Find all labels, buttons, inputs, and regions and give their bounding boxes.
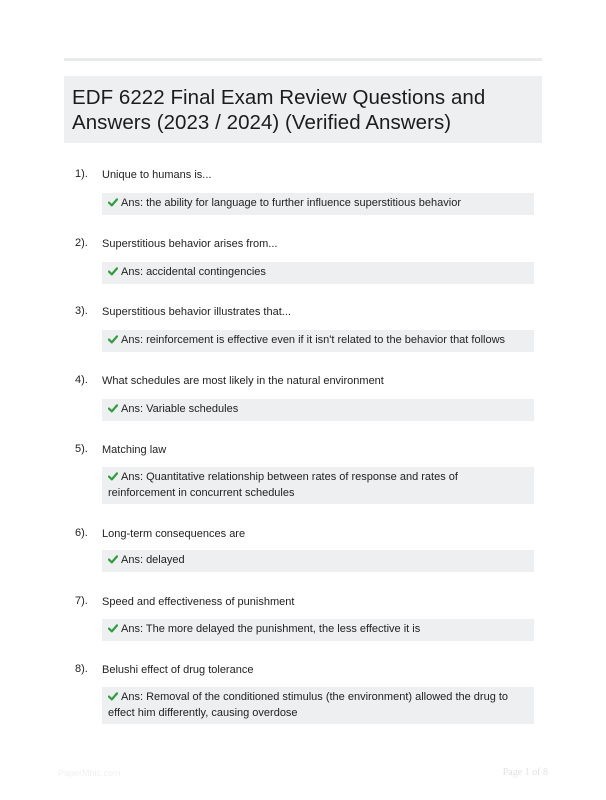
answer-box [102,467,534,504]
answer-text: Ans: Removal of the conditioned stimulus (the environment) allowed the drug to effect him differently, causing overdose [108,691,509,719]
question-number: 8). [75,663,88,675]
check-icon [108,555,118,564]
answer-text: Ans: reinforcement is effective even if it isn't related to the behavior that follows [121,334,506,346]
answer-box [102,193,534,215]
question-text: Unique to humans is... [102,169,212,181]
answer-box [102,330,534,352]
answer-text: Ans: Variable schedules [121,403,239,415]
check-icon [108,624,118,633]
top-divider [64,58,542,61]
answer-text: Ans: the ability for language to further influence superstitious behavior [121,197,461,209]
page-number: Page 1 of 8 [502,767,548,778]
question-text: Superstitious behavior arises from... [102,238,278,250]
question-text: Belushi effect of drug tolerance [102,664,254,676]
question-text: Speed and effectiveness of punishment [102,596,295,608]
answer-text: Ans: accidental contingencies [121,266,266,278]
document-title: EDF 6222 Final Exam Review Questions and Answers (2023 / 2024) (Verified Answers) [72,86,486,134]
question-text: What schedules are most likely in the natural environment [102,375,384,387]
question-number: 2). [75,237,88,249]
check-icon [108,335,118,344]
answer-box [102,619,534,641]
question-text: Long-term consequences are [102,528,246,540]
answer-box [102,687,534,724]
question-text: Matching law [102,444,167,456]
answer-box [102,262,534,284]
check-icon [108,404,118,413]
answer-box [102,399,534,421]
question-text: Superstitious behavior illustrates that... [102,306,291,318]
answer-text: Ans: The more delayed the punishment, the less effective it is [121,623,421,635]
answer-box [102,550,534,572]
question-number: 7). [75,595,88,607]
title-banner [64,76,542,143]
check-icon [108,198,118,207]
answer-text: Ans: Quantitative relationship between rates of response and rates of reinforcement in concurrent schedules [108,471,458,499]
question-number: 3). [75,305,88,317]
check-icon [108,472,118,481]
question-number: 5). [75,443,88,455]
footer-watermark: PaperMbic.com [58,768,121,778]
check-icon [108,267,118,276]
answer-text: Ans: delayed [121,554,185,566]
question-number: 4). [75,374,88,386]
question-number: 1). [75,168,88,180]
check-icon [108,692,118,701]
question-number: 6). [75,527,88,539]
